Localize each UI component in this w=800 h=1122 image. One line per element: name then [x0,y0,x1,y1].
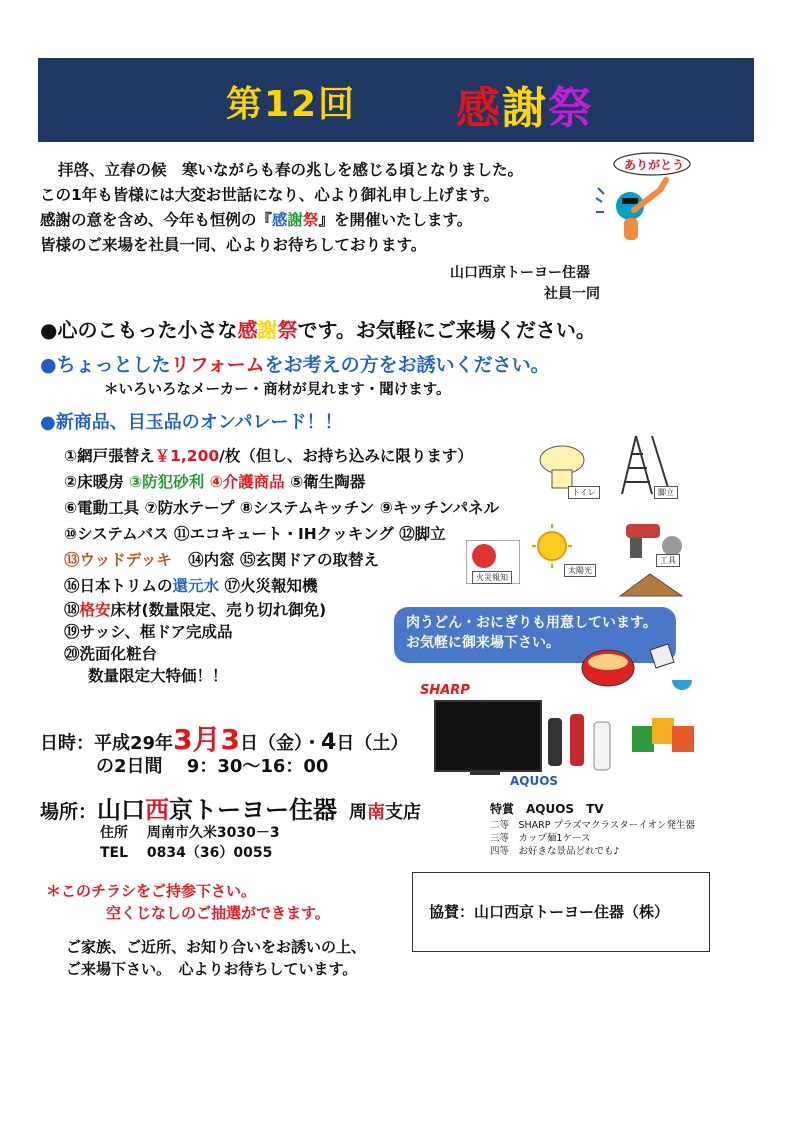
fire-alarm-illustration [466,540,520,584]
tool-caption: 工具 [656,554,680,567]
prize-1: 特賞 AQUOS TV [490,802,604,816]
greeting-line-4: 皆様のご来場を社員一同、心よりお待ちしております。 [40,236,427,254]
fire-alarm-caption: 火災報知 [472,571,512,584]
tv-illustration [434,700,542,772]
closing-line-1: ご家族、ご近所、お知り合いをお誘いの上、 [66,938,367,956]
item-line-3: ⑥電動工具 ⑦防水テープ ⑧システムキッチン ⑨キッチンパネル [64,499,500,517]
prize-4: 四等 お好きな景品どれでも♪ [490,846,620,857]
speech-bubble: ありがとう [624,158,685,172]
schedule-line-1: 日時：平成29年3月3日（金）・4日（土） [40,723,409,756]
closing-line-2: ご来場下さい。 心よりお待ちしています。 [66,960,358,978]
ladder-illustration [616,432,686,500]
schedule-line-2: の2日間 9：30～16：00 [96,756,329,777]
venue-line: 場所：山口西京トーヨー住器 周南支店 [40,796,422,824]
prize-3: 三等 カップ麺1ケース [490,833,591,844]
greeting-line-1: 拝啓、立春の候 寒いながらも春の兆しを感じる頃となりました。 [58,161,524,179]
item-line-7: ⑱格安床材(数量限定、売り切れ御免) [64,601,327,619]
tool-illustration [620,514,696,570]
item-line-2: ②床暖房 ③防犯砂利 ④介護商品 ⑤衛生陶器 [64,473,366,491]
signature-staff: 社員一同 [544,286,600,302]
header-banner [38,58,754,142]
greeting-line-2: この1年も皆様には大変お世話になり、心より御礼申し上げます。 [40,186,500,204]
festival-title: 感謝祭 [456,83,594,134]
signature-company: 山口西京トーヨー住器 [450,265,590,281]
item-line-4: ⑩システムバス ⑪エコキュート・IHクッキング ⑫脚立 [64,525,446,543]
bullet-2-sub: ＊いろいろなメーカー・商材が見れます・聞けます。 [104,382,451,398]
venue-address: 住所 周南市久米3030－3 [100,825,280,841]
toilet-illustration [532,436,594,498]
edition-title: 第12回 [226,84,357,125]
item-line-9: ⑳洗面化粧台 [64,645,158,663]
deck-illustration [616,568,686,602]
item-line-1: ①網戸張替え￥1,200/枚（但し、お持ち込みに限ります） [64,447,473,465]
item-line-5: ⑬ウッドデッキ ⑭内窓 ⑮玄関ドアの取替え [64,551,380,569]
solar-illustration [524,520,590,580]
toilet-caption: トイレ [568,486,600,499]
venue-tel: TEL 0834（36）0055 [100,845,273,861]
prize-2: 二等 SHARP プラズマクラスターイオン発生器 [490,820,695,831]
sponsor-box [412,872,710,952]
item-line-10: 数量限定大特価！！ [88,667,228,685]
food-illustration [580,640,696,696]
tv-stand [470,770,500,775]
bullet-2: ●ちょっとしたリフォームをお考えの方をお誘いください。 [40,354,550,376]
food-notice-bubble: 肉うどん・おにぎりも用意しています。 お気軽に御来場下さい。 [394,607,676,663]
ion-generator-illustration [542,704,620,776]
greeting-line-3: 感謝の意を含め、今年も恒例の『感謝祭』を開催いたします。 [40,211,473,229]
solar-caption: 太陽光 [564,564,596,577]
sharp-logo: SHARP [420,683,470,698]
cup-noodle-illustration [626,704,698,766]
item-line-8: ⑲サッシ、框ドア完成品 [64,623,233,641]
flyer-notice-1: ＊このチラシをご持参下さい。 [46,882,257,900]
bullet-1: ●心のこもった小さな感謝祭です。お気軽にご来場ください。 [40,318,596,342]
aquos-logo: AQUOS [510,774,559,788]
sponsor-text: 協賛：山口西京トーヨー住器（株） [429,903,670,921]
item-line-6: ⑯日本トリムの還元水 ⑰火災報知機 [64,577,318,595]
bullet-3: ●新商品、目玉品のオンパレード！！ [40,412,343,433]
flyer-notice-2: 空くじなしのご抽選ができます。 [106,904,330,922]
ladder-caption: 脚立 [654,486,678,499]
mascot-illustration [582,150,692,250]
